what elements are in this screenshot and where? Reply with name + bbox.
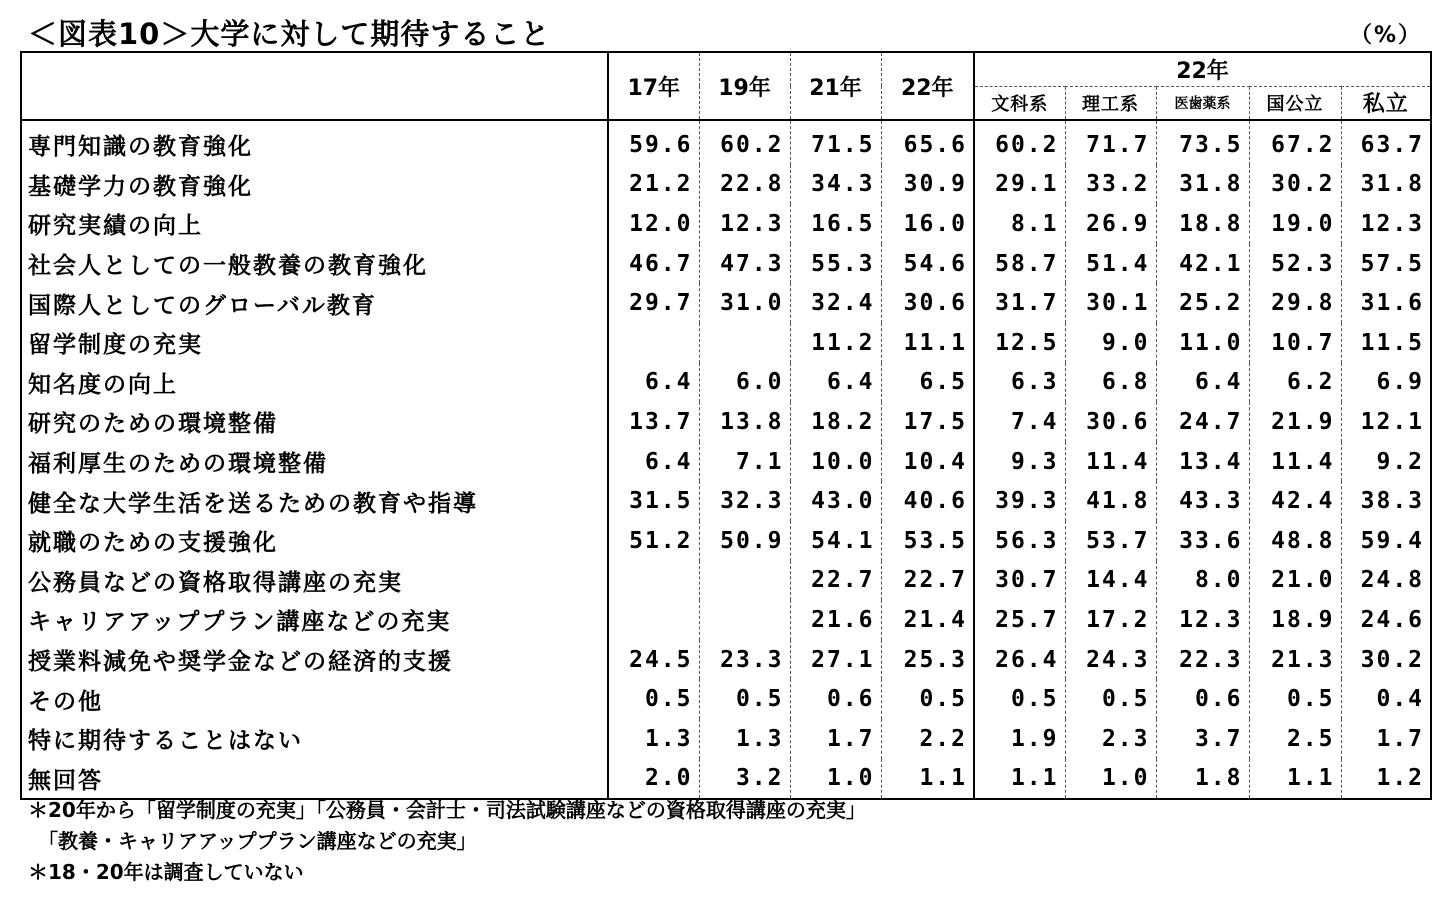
table-row [21, 640, 1431, 680]
table-row [21, 323, 1431, 363]
value-cell: 47.3 [699, 244, 790, 284]
value-cell: 32.4 [790, 283, 881, 323]
value-cell: 31.7 [974, 283, 1065, 323]
value-cell: 6.4 [1156, 363, 1249, 403]
value-cell: 8.1 [974, 204, 1065, 244]
header-public: 国公立 [1249, 86, 1341, 120]
value-cell: 1.1 [974, 759, 1065, 800]
value-cell: 16.5 [790, 204, 881, 244]
value-cell: 6.3 [974, 363, 1065, 403]
value-cell: 24.3 [1065, 640, 1156, 680]
value-cell: 71.5 [790, 120, 881, 165]
value-cell: 53.5 [881, 521, 974, 561]
value-cell [699, 561, 790, 601]
value-cell: 6.4 [608, 363, 699, 403]
value-cell: 11.4 [1065, 442, 1156, 482]
value-cell: 54.1 [790, 521, 881, 561]
value-cell: 43.0 [790, 481, 881, 521]
value-cell: 63.7 [1360, 131, 1425, 158]
footnote-2: 「教養・キャリアアッププラン講座などの充実」 [38, 829, 477, 853]
row-label: その他 [21, 679, 608, 719]
value-cell: 21.3 [1249, 640, 1341, 680]
value-cell [608, 600, 699, 640]
value-cell: 33.2 [1065, 165, 1156, 205]
table-row [21, 165, 1431, 205]
value-cell: 21.0 [1249, 561, 1341, 601]
table-row [21, 481, 1431, 521]
value-cell: 56.3 [974, 521, 1065, 561]
table-row [21, 561, 1431, 601]
value-cell: 1.0 [790, 759, 881, 800]
value-cell [699, 323, 790, 363]
header-private: 私立 [1341, 86, 1431, 120]
value-cell: 60.2 [699, 120, 790, 165]
table-row [21, 402, 1431, 442]
row-label: 授業料減免や奨学金などの経済的支援 [21, 640, 608, 680]
value-cell: 8.0 [1156, 561, 1249, 601]
value-cell: 0.6 [1156, 679, 1249, 719]
value-cell: 2.0 [608, 759, 699, 800]
value-cell: 22.8 [699, 165, 790, 205]
value-cell [699, 600, 790, 640]
value-cell: 41.8 [1065, 481, 1156, 521]
value-cell: 9.3 [974, 442, 1065, 482]
value-cell: 25.3 [881, 640, 974, 680]
unit-label: （%） [1349, 23, 1422, 48]
value-cell: 12.1 [1360, 408, 1425, 435]
value-cell: 43.3 [1156, 481, 1249, 521]
value-cell: 12.5 [974, 323, 1065, 363]
value-cell: 31.0 [699, 283, 790, 323]
value-cell: 73.5 [1156, 120, 1249, 165]
value-cell: 2.5 [1249, 719, 1341, 759]
value-cell: 6.2 [1249, 363, 1341, 403]
value-cell: 38.3 [1360, 488, 1425, 515]
value-cell: 1.0 [1065, 759, 1156, 800]
row-label: 基礎学力の教育強化 [21, 165, 608, 205]
table-row [21, 244, 1431, 284]
value-cell: 29.1 [974, 165, 1065, 205]
value-cell: 13.8 [699, 402, 790, 442]
value-cell: 34.3 [790, 165, 881, 205]
value-cell: 3.7 [1156, 719, 1249, 759]
value-cell: 18.8 [1156, 204, 1249, 244]
value-cell: 51.2 [608, 521, 699, 561]
survey-table [20, 51, 1432, 800]
table-row [21, 120, 1431, 165]
value-cell: 31.6 [1360, 290, 1425, 317]
value-cell: 65.6 [881, 120, 974, 165]
value-cell: 21.6 [790, 600, 881, 640]
value-cell: 30.1 [1065, 283, 1156, 323]
value-cell: 22.7 [790, 561, 881, 601]
value-cell: 0.5 [1249, 679, 1341, 719]
value-cell: 0.4 [1376, 686, 1425, 713]
value-cell: 1.8 [1156, 759, 1249, 800]
value-cell: 16.0 [881, 204, 974, 244]
value-cell: 32.3 [699, 481, 790, 521]
row-label: キャリアアッププラン講座などの充実 [21, 600, 608, 640]
value-cell: 26.4 [974, 640, 1065, 680]
value-cell: 13.7 [608, 402, 699, 442]
row-label: 研究のための環境整備 [21, 402, 608, 442]
value-cell: 1.9 [974, 719, 1065, 759]
value-cell: 31.8 [1360, 171, 1425, 198]
value-cell: 12.3 [1360, 210, 1425, 237]
header-year-22: 22年 [881, 52, 974, 120]
row-label: 特に期待することはない [21, 719, 608, 759]
table-body [21, 120, 1431, 799]
header-science: 理工系 [1065, 86, 1156, 120]
value-cell: 1.3 [608, 719, 699, 759]
footnotes [28, 795, 866, 888]
value-cell: 53.7 [1065, 521, 1156, 561]
value-cell: 1.1 [881, 759, 974, 800]
value-cell: 60.2 [974, 120, 1065, 165]
value-cell: 42.4 [1249, 481, 1341, 521]
value-cell: 6.9 [1376, 369, 1425, 396]
value-cell: 0.5 [881, 679, 974, 719]
value-cell: 30.6 [881, 283, 974, 323]
value-cell: 0.6 [790, 679, 881, 719]
table-row [21, 204, 1431, 244]
value-cell: 24.5 [608, 640, 699, 680]
value-cell: 59.6 [608, 120, 699, 165]
value-cell: 0.5 [699, 679, 790, 719]
value-cell: 22.3 [1156, 640, 1249, 680]
header-year-19: 19年 [699, 52, 790, 120]
table-title: ＜図表10＞大学に対して期待すること [28, 17, 551, 51]
value-cell: 24.7 [1156, 402, 1249, 442]
header-humanities: 文科系 [974, 86, 1065, 120]
table-row [21, 442, 1431, 482]
value-cell: 1.7 [1376, 725, 1425, 752]
value-cell: 40.6 [881, 481, 974, 521]
value-cell: 11.1 [881, 323, 974, 363]
row-label: 健全な大学生活を送るための教育や指導 [21, 481, 608, 521]
table-row [21, 600, 1431, 640]
value-cell: 6.5 [881, 363, 974, 403]
value-cell: 55.3 [790, 244, 881, 284]
value-cell: 7.4 [974, 402, 1065, 442]
value-cell: 31.5 [608, 481, 699, 521]
value-cell: 22.7 [881, 561, 974, 601]
value-cell: 12.0 [608, 204, 699, 244]
row-label: 専門知識の教育強化 [21, 120, 608, 165]
row-label: 研究実績の向上 [21, 204, 608, 244]
value-cell: 10.0 [790, 442, 881, 482]
value-cell: 71.7 [1065, 120, 1156, 165]
header-medical: 医歯薬系 [1156, 86, 1249, 120]
value-cell: 6.4 [608, 442, 699, 482]
value-cell: 10.4 [881, 442, 974, 482]
value-cell: 6.4 [790, 363, 881, 403]
value-cell: 0.5 [974, 679, 1065, 719]
row-label: 知名度の向上 [21, 363, 608, 403]
value-cell: 11.2 [790, 323, 881, 363]
value-cell: 9.0 [1065, 323, 1156, 363]
value-cell: 7.1 [699, 442, 790, 482]
value-cell: 58.7 [974, 244, 1065, 284]
value-cell: 30.9 [881, 165, 974, 205]
header-year-17: 17年 [608, 52, 699, 120]
value-cell: 67.2 [1249, 120, 1341, 165]
row-label: 公務員などの資格取得講座の充実 [21, 561, 608, 601]
footnote-3: ＊18・20年は調査していない [28, 860, 304, 884]
value-cell: 46.7 [608, 244, 699, 284]
value-cell: 17.5 [881, 402, 974, 442]
value-cell: 33.6 [1156, 521, 1249, 561]
value-cell [608, 323, 699, 363]
value-cell: 11.4 [1249, 442, 1341, 482]
header-year-21: 21年 [790, 52, 881, 120]
value-cell: 23.3 [699, 640, 790, 680]
value-cell: 10.7 [1249, 323, 1341, 363]
value-cell: 25.2 [1156, 283, 1249, 323]
value-cell: 21.2 [608, 165, 699, 205]
value-cell: 31.8 [1156, 165, 1249, 205]
value-cell: 30.2 [1249, 165, 1341, 205]
table-row [21, 759, 1431, 800]
row-label: 国際人としてのグローバル教育 [21, 283, 608, 323]
value-cell: 30.2 [1360, 646, 1425, 673]
value-cell: 39.3 [974, 481, 1065, 521]
value-cell: 24.8 [1360, 567, 1425, 594]
row-label: 留学制度の充実 [21, 323, 608, 363]
value-cell: 57.5 [1360, 250, 1425, 277]
value-cell [608, 561, 699, 601]
value-cell: 2.3 [1065, 719, 1156, 759]
table-row [21, 363, 1431, 403]
footnote-1: ＊20年から「留学制度の充実」「公務員・会計士・司法試験講座などの資格取得講座の充実」 [28, 798, 866, 822]
value-cell: 21.9 [1249, 402, 1341, 442]
value-cell: 1.7 [790, 719, 881, 759]
table-row [21, 283, 1431, 323]
value-cell: 25.7 [974, 600, 1065, 640]
value-cell: 11.0 [1156, 323, 1249, 363]
value-cell: 18.2 [790, 402, 881, 442]
header-group-22: 22年 [974, 52, 1431, 86]
value-cell: 1.1 [1249, 759, 1341, 800]
value-cell: 27.1 [790, 640, 881, 680]
row-label: 福利厚生のための環境整備 [21, 442, 608, 482]
value-cell: 51.4 [1065, 244, 1156, 284]
value-cell: 17.2 [1065, 600, 1156, 640]
table-row [21, 719, 1431, 759]
value-cell: 29.7 [608, 283, 699, 323]
value-cell: 19.0 [1249, 204, 1341, 244]
header-corner [21, 52, 608, 120]
value-cell: 30.6 [1065, 402, 1156, 442]
value-cell: 14.4 [1065, 561, 1156, 601]
row-label: 就職のための支援強化 [21, 521, 608, 561]
value-cell: 52.3 [1249, 244, 1341, 284]
value-cell: 11.5 [1360, 329, 1425, 356]
value-cell: 1.3 [699, 719, 790, 759]
value-cell: 29.8 [1249, 283, 1341, 323]
value-cell: 21.4 [881, 600, 974, 640]
value-cell: 9.2 [1376, 448, 1425, 475]
value-cell: 48.8 [1249, 521, 1341, 561]
value-cell: 0.5 [608, 679, 699, 719]
value-cell: 30.7 [974, 561, 1065, 601]
row-label: 無回答 [21, 759, 608, 800]
value-cell: 24.6 [1360, 606, 1425, 633]
table-row [21, 679, 1431, 719]
value-cell: 50.9 [699, 521, 790, 561]
value-cell: 2.2 [881, 719, 974, 759]
value-cell: 12.3 [1156, 600, 1249, 640]
value-cell: 12.3 [699, 204, 790, 244]
value-cell: 6.0 [699, 363, 790, 403]
value-cell: 54.6 [881, 244, 974, 284]
value-cell: 13.4 [1156, 442, 1249, 482]
value-cell: 59.4 [1360, 527, 1425, 554]
value-cell: 42.1 [1156, 244, 1249, 284]
value-cell: 6.8 [1065, 363, 1156, 403]
value-cell: 26.9 [1065, 204, 1156, 244]
table-row [21, 521, 1431, 561]
value-cell: 1.2 [1376, 765, 1425, 792]
row-label: 社会人としての一般教養の教育強化 [21, 244, 608, 284]
value-cell: 3.2 [699, 759, 790, 800]
value-cell: 18.9 [1249, 600, 1341, 640]
value-cell: 0.5 [1065, 679, 1156, 719]
